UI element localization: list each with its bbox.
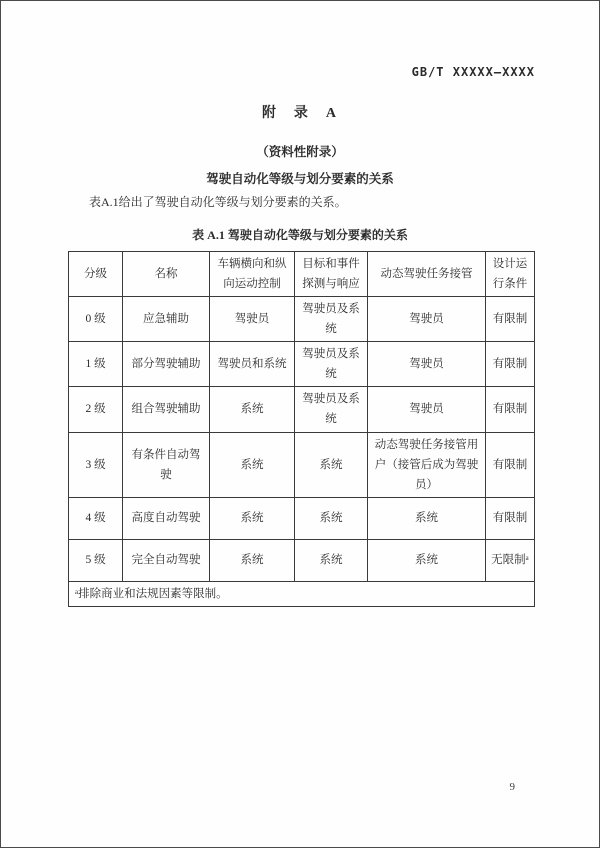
- table-row-level-0: [69, 296, 535, 341]
- table-cell: 有限制: [486, 387, 535, 432]
- table-cell: 5 级: [69, 539, 123, 581]
- table-row-level-5: [69, 539, 535, 581]
- table-cell: 系统: [368, 539, 486, 581]
- table-cell: 系统: [210, 432, 295, 497]
- table-footnote: ᵃ排除商业和法规因素等限制。: [69, 581, 535, 606]
- table-cell: 2 级: [69, 387, 123, 432]
- standard-doc-code: GB/T XXXXX—XXXX: [411, 65, 535, 79]
- column-header-name: 名称: [123, 251, 210, 296]
- table-row-level-2: [69, 387, 535, 432]
- table-cell: 1 级: [69, 342, 123, 387]
- table-cell: 无限制ᵃ: [486, 539, 535, 581]
- column-header-detection-response: 目标和事件探测与响应: [295, 251, 368, 296]
- table-cell: 系统: [210, 497, 295, 539]
- table-cell: 动态驾驶任务接管用户（接管后成为驾驶员）: [368, 432, 486, 497]
- table-cell: 系统: [295, 539, 368, 581]
- table-header-row: [69, 251, 535, 296]
- appendix-type-label: （资料性附录）: [256, 145, 344, 159]
- intro-paragraph: 表A.1给出了驾驶自动化等级与划分要素的关系。: [89, 195, 347, 209]
- table-cell: 有限制: [486, 296, 535, 341]
- table-cell: 系统: [368, 497, 486, 539]
- table-row-level-1: [69, 342, 535, 387]
- table-cell: 完全自动驾驶: [123, 539, 210, 581]
- table-cell: 驾驶员: [368, 387, 486, 432]
- table-cell: 驾驶员: [368, 342, 486, 387]
- table-cell: 驾驶员及系统: [295, 387, 368, 432]
- table-footnote-row: [69, 581, 535, 606]
- page-number: 9: [509, 781, 515, 793]
- table-cell: 驾驶员: [210, 296, 295, 341]
- table-cell: 0 级: [69, 296, 123, 341]
- column-header-motion-control: 车辆横向和纵向运动控制: [210, 251, 295, 296]
- automation-levels-table: [68, 251, 535, 608]
- table-caption: 表 A.1 驾驶自动化等级与划分要素的关系: [192, 227, 408, 242]
- table-cell: 驾驶员和系统: [210, 342, 295, 387]
- appendix-title: 附 录 A: [261, 106, 339, 121]
- table-cell: 应急辅助: [123, 296, 210, 341]
- table-cell: 组合驾驶辅助: [123, 387, 210, 432]
- table-cell: 有限制: [486, 497, 535, 539]
- table-row-level-4: [69, 497, 535, 539]
- column-header-takeover: 动态驾驶任务接管: [368, 251, 486, 296]
- table-cell: 系统: [210, 387, 295, 432]
- table-cell: 驾驶员: [368, 296, 486, 341]
- column-header-odd: 设计运行条件: [486, 251, 535, 296]
- table-cell: 高度自动驾驶: [123, 497, 210, 539]
- table-cell: 有条件自动驾驶: [123, 432, 210, 497]
- table-row-level-3: [69, 432, 535, 497]
- column-header-level: 分级: [69, 251, 123, 296]
- table-cell: 系统: [295, 497, 368, 539]
- table-cell: 系统: [210, 539, 295, 581]
- table-cell: 有限制: [486, 342, 535, 387]
- table-cell: 有限制: [486, 432, 535, 497]
- table-cell: 4 级: [69, 497, 123, 539]
- table-cell: 系统: [295, 432, 368, 497]
- table-cell: 驾驶员及系统: [295, 342, 368, 387]
- appendix-heading: 驾驶自动化等级与划分要素的关系: [206, 172, 394, 186]
- table-cell: 驾驶员及系统: [295, 296, 368, 341]
- table-cell: 3 级: [69, 432, 123, 497]
- table-cell: 部分驾驶辅助: [123, 342, 210, 387]
